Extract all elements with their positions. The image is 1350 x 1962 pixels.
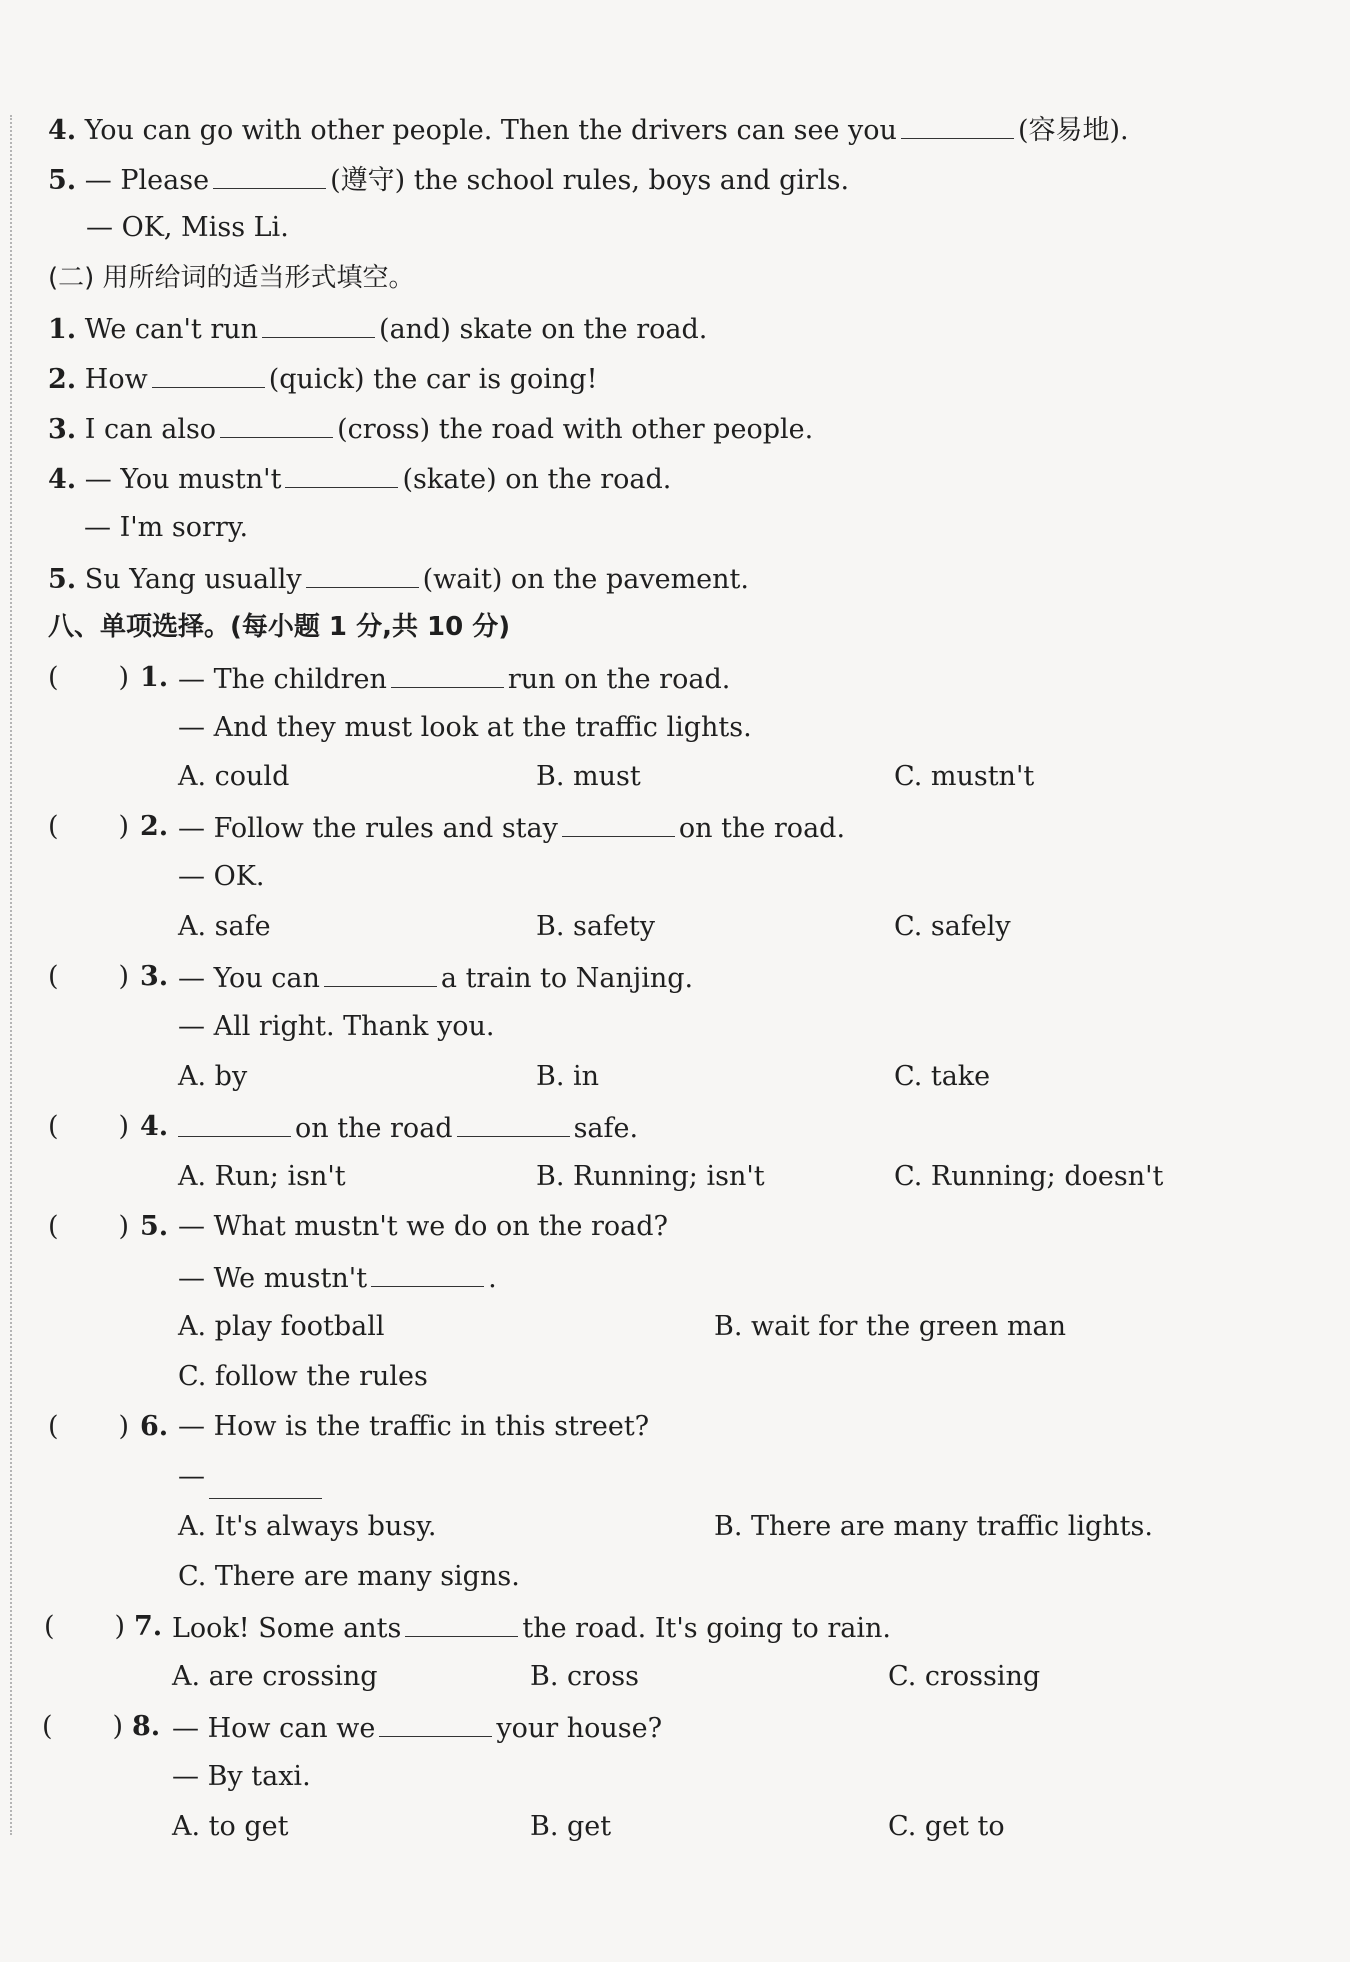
answer-blank[interactable] <box>901 112 1014 139</box>
option-b[interactable]: B. get <box>530 1811 612 1842</box>
fill-q4: 4. You can go with other people. Then the drivers can see you (容易地). <box>48 112 1129 148</box>
option-a[interactable]: A. play football <box>178 1311 385 1342</box>
option-c[interactable]: C. safely <box>894 911 1011 942</box>
answer-bracket[interactable]: ( ) <box>48 1211 130 1242</box>
section2-title: (二) 用所给词的适当形式填空。 <box>48 263 415 293</box>
answer-blank[interactable] <box>457 1110 570 1137</box>
option-c[interactable]: C. take <box>894 1061 991 1092</box>
answer-bracket[interactable]: ( ) <box>48 1111 130 1142</box>
mc-q5-reply: — We mustn't . <box>178 1260 497 1296</box>
fill-q5-reply: — OK, Miss Li. <box>86 212 289 243</box>
answer-blank[interactable] <box>152 361 265 388</box>
answer-blank[interactable] <box>262 311 375 338</box>
mc-q1-reply: — And they must look at the traffic lights. <box>178 712 752 743</box>
option-b[interactable]: B. There are many traffic lights. <box>714 1511 1153 1542</box>
option-c[interactable]: C. mustn't <box>894 761 1035 792</box>
option-a[interactable]: A. Run; isn't <box>178 1161 346 1192</box>
option-b[interactable]: B. must <box>536 761 641 792</box>
answer-blank[interactable] <box>285 461 398 488</box>
option-a[interactable]: A. to get <box>172 1811 289 1842</box>
answer-bracket[interactable]: ( ) <box>48 811 130 842</box>
answer-blank[interactable] <box>213 162 326 189</box>
fill-q5: 5. — Please (遵守) the school rules, boys and girls. <box>48 162 849 198</box>
option-b[interactable]: B. cross <box>530 1661 640 1692</box>
margin-dotted-line <box>10 115 12 1835</box>
mc-q6-reply: — <box>178 1460 326 1499</box>
worksheet-page: 4. You can go with other people. Then the drivers can see you (容易地). 5. — Please (遵守) the school rules, boys and girls. — OK, Miss Li. (二) 用所给词的适当形式填空。 1. We can't run (and) skate on the road. 2. How (quick) the car is going! 3. I can also (cross) the road with other people. 4. — You mustn't (skate) on the road. — I'm sorry. 5. Su Yang usually (wait) on the pavement. 八、单项选择。(每小题 1 分,共 10 分) ( ) 1. — The children run on the road. — And they must look at the traffic lights. A. could B. must C. mustn't ( ) 2. — Follow the rules and stay on the road. — OK. A. safe B. safety C. safely ( ) 3. — You can a train to Nanjing. — All right. Thank you. A. by B. in C. take ( ) 4. on the road safe. A. Run; isn't B. Running; isn't C. Running; doesn't ( ) 5. — What mustn't we do on the road? — We mustn't . A. play football B. wait for the green man C. follow the rules ( ) 6. — How is the traffic in this street? — A. It's always busy. B. There are many traffic lights. C. There are many signs. ( ) 7. Look! Some ants the road. It's going to rain. A. are crossing B. cross C. crossing ( ) 8. — How can we your house? — By taxi. A. to get B. get C. get to <box>0 0 1350 1962</box>
option-b[interactable]: B. safety <box>536 911 656 942</box>
s2-item-4-reply: — I'm sorry. <box>84 512 249 543</box>
option-a[interactable]: A. It's always busy. <box>178 1511 437 1542</box>
option-a[interactable]: A. by <box>178 1061 248 1092</box>
option-c[interactable]: C. get to <box>888 1811 1005 1842</box>
answer-bracket[interactable]: ( ) <box>48 662 130 693</box>
answer-blank[interactable] <box>178 1110 291 1137</box>
answer-blank[interactable] <box>379 1710 492 1737</box>
option-c[interactable]: C. crossing <box>888 1661 1041 1692</box>
option-b[interactable]: B. in <box>536 1061 600 1092</box>
option-b[interactable]: B. Running; isn't <box>536 1161 765 1192</box>
option-c[interactable]: C. There are many signs. <box>178 1561 520 1592</box>
answer-blank[interactable] <box>405 1610 518 1637</box>
mc-q2-reply: — OK. <box>178 861 265 892</box>
answer-blank[interactable] <box>371 1260 484 1287</box>
answer-blank[interactable] <box>562 810 675 837</box>
option-a[interactable]: A. are crossing <box>172 1661 378 1692</box>
answer-blank[interactable] <box>391 661 504 688</box>
answer-blank[interactable] <box>220 411 333 438</box>
mc-q3-reply: — All right. Thank you. <box>178 1011 495 1042</box>
option-b[interactable]: B. wait for the green man <box>714 1311 1067 1342</box>
s2-item-4: 4. — You mustn't (skate) on the road. <box>48 461 671 497</box>
answer-blank[interactable] <box>324 960 437 987</box>
answer-blank[interactable] <box>306 561 419 588</box>
s2-item-5: 5. Su Yang usually (wait) on the pavement. <box>48 561 749 597</box>
s2-item-2: 2. How (quick) the car is going! <box>48 361 597 397</box>
option-c[interactable]: C. follow the rules <box>178 1361 428 1392</box>
section8-title: 八、单项选择。(每小题 1 分,共 10 分) <box>48 612 511 642</box>
option-a[interactable]: A. safe <box>178 911 271 942</box>
s2-item-3: 3. I can also (cross) the road with other people. <box>48 411 813 447</box>
answer-bracket[interactable]: ( ) <box>42 1711 124 1742</box>
answer-blank[interactable] <box>209 1472 322 1499</box>
option-a[interactable]: A. could <box>178 761 290 792</box>
answer-bracket[interactable]: ( ) <box>48 1411 130 1442</box>
answer-bracket[interactable]: ( ) <box>48 961 130 992</box>
mc-q8-reply: — By taxi. <box>172 1761 311 1792</box>
s2-item-1: 1. We can't run (and) skate on the road. <box>48 311 707 347</box>
answer-bracket[interactable]: ( ) <box>44 1611 126 1642</box>
option-c[interactable]: C. Running; doesn't <box>894 1161 1164 1192</box>
